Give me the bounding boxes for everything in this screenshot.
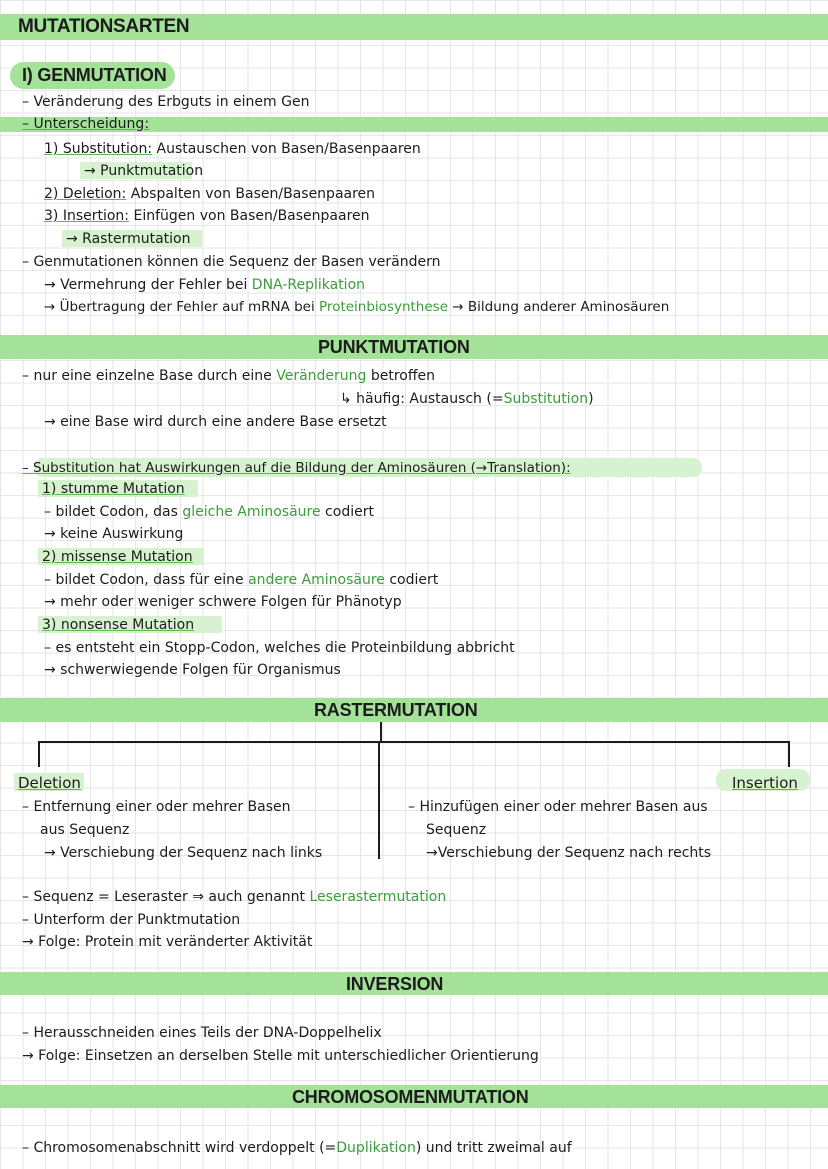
punktmutation-line-4: – Substitution hat Auswirkungen auf die Bildung der Aminosäuren (→Translation):	[22, 460, 571, 476]
tree-left-drop	[38, 741, 40, 767]
insertion-text: Einfügen von Basen/Basenpaaren	[129, 208, 370, 224]
chromosomen-prefix: – Chromosomenabschnitt wird verdoppelt (=	[22, 1140, 337, 1156]
substitution-text: Austauschen von Basen/Basenpaaren	[152, 141, 421, 157]
substitution-sub: → Punktmutation	[84, 163, 204, 179]
substitution-term: Substitution	[503, 391, 589, 407]
genmutation-heading: I) GENMUTATION	[22, 65, 167, 85]
duplikation-term: Duplikation	[336, 1140, 416, 1156]
raster-line-3: → Folge: Protein mit veränderter Aktivität	[22, 934, 313, 950]
missense-prefix: – bildet Codon, dass für eine	[44, 572, 249, 588]
insertion-desc-3: →Verschiebung der Sequenz nach rechts	[426, 845, 712, 861]
punktmutation-line-2	[340, 390, 594, 408]
genmutation-line-5	[44, 298, 669, 316]
raster-line-1	[22, 888, 446, 906]
deletion-desc-1: – Entfernung einer oder mehrer Basen	[22, 799, 291, 815]
deletion-text: Abspalten von Basen/Basenpaaren	[126, 186, 376, 202]
page-title: MUTATIONSARTEN	[18, 16, 190, 37]
tree-stem-top	[380, 722, 382, 742]
insertion-desc-2: Sequenz	[426, 822, 487, 838]
genmutation-line-4	[44, 276, 365, 294]
haeufig-suffix: )	[588, 391, 594, 407]
nonsense-mutation-heading: 3) nonsense Mutation	[42, 617, 195, 633]
missense-suffix: codiert	[384, 572, 439, 588]
stumme-prefix: – bildet Codon, das	[44, 504, 183, 520]
punktmutation-line-1	[22, 367, 435, 385]
chromosomen-line-1	[22, 1139, 572, 1157]
veraenderung-term: Veränderung	[276, 368, 367, 384]
insertion-label: 3) Insertion:	[44, 208, 130, 224]
deletion-desc-2: aus Sequenz	[40, 822, 130, 838]
substitution-label: 1) Substitution:	[44, 141, 153, 157]
genmutation-line-1: – Veränderung des Erbguts in einem Gen	[22, 94, 310, 110]
leserastermutation-term: Leserastermutation	[309, 889, 447, 905]
raster-line-2: – Unterform der Punktmutation	[22, 912, 241, 928]
stumme-line-1	[44, 503, 374, 521]
replikation-prefix: → Vermehrung der Fehler bei	[44, 277, 252, 293]
aminosaeuren-suffix: → Bildung anderer Aminosäuren	[448, 299, 670, 315]
nonsense-line-2: → schwerwiegende Folgen für Organismus	[44, 662, 341, 678]
einzelne-base-prefix: – nur eine einzelne Base durch eine	[22, 368, 277, 384]
uebertragung-prefix: → Übertragung der Fehler auf mRNA bei	[44, 299, 320, 315]
deletion-label: 2) Deletion:	[44, 186, 127, 202]
genmutation-line-2: – Unterscheidung:	[22, 116, 150, 132]
deletion-desc-3: → Verschiebung der Sequenz nach links	[44, 845, 323, 861]
leseraster-prefix: – Sequenz = Leseraster ⇒ auch genannt	[22, 889, 310, 905]
stumme-mutation-heading: 1) stumme Mutation	[42, 481, 185, 497]
inversion-heading: INVERSION	[346, 974, 444, 994]
chromosomenmutation-heading: CHROMOSOMENMUTATION	[292, 1087, 529, 1107]
insertion-sub: → Rastermutation	[66, 231, 191, 247]
proteinbiosynthese-term: Proteinbiosynthese	[319, 299, 449, 315]
raster-insertion-label: Insertion	[732, 774, 798, 792]
missense-mutation-heading: 2) missense Mutation	[42, 549, 193, 565]
genmutation-line-3: – Genmutationen können die Sequenz der Basen verändern	[22, 254, 441, 270]
deletion-line	[44, 185, 375, 203]
betroffen-suffix: betroffen	[366, 368, 436, 384]
haeufig-prefix: ↳ häufig: Austausch (=	[340, 391, 504, 407]
tree-right-drop	[788, 741, 790, 767]
insertion-desc-1: – Hinzufügen einer oder mehrer Basen aus	[408, 799, 708, 815]
insertion-line	[44, 207, 370, 225]
punktmutation-heading: PUNKTMUTATION	[318, 337, 470, 357]
gleiche-aminosaeure-term: gleiche Aminosäure	[182, 504, 321, 520]
raster-deletion-label: Deletion	[18, 774, 81, 792]
stumme-suffix: codiert	[320, 504, 374, 520]
missense-line-1	[44, 571, 438, 589]
substitution-line	[44, 140, 421, 158]
rastermutation-heading: RASTERMUTATION	[314, 700, 478, 720]
missense-line-2: → mehr oder weniger schwere Folgen für Phänotyp	[44, 594, 402, 610]
inversion-line-1: – Herausschneiden eines Teils der DNA-Doppelhelix	[22, 1025, 382, 1041]
andere-aminosaeure-term: andere Aminosäure	[248, 572, 385, 588]
tree-horizontal	[38, 741, 790, 743]
replikation-term: DNA-Replikation	[251, 277, 366, 293]
chromosomen-suffix: ) und tritt zweimal auf	[415, 1140, 572, 1156]
inversion-line-2: → Folge: Einsetzen an derselben Stelle mit unterschiedlicher Orientierung	[22, 1048, 539, 1064]
tree-center-divider	[378, 741, 380, 859]
punktmutation-line-3: → eine Base wird durch eine andere Base ersetzt	[44, 414, 387, 430]
nonsense-line-1: – es entsteht ein Stopp-Codon, welches die Proteinbildung abbricht	[44, 640, 515, 656]
stumme-line-2: → keine Auswirkung	[44, 526, 184, 542]
